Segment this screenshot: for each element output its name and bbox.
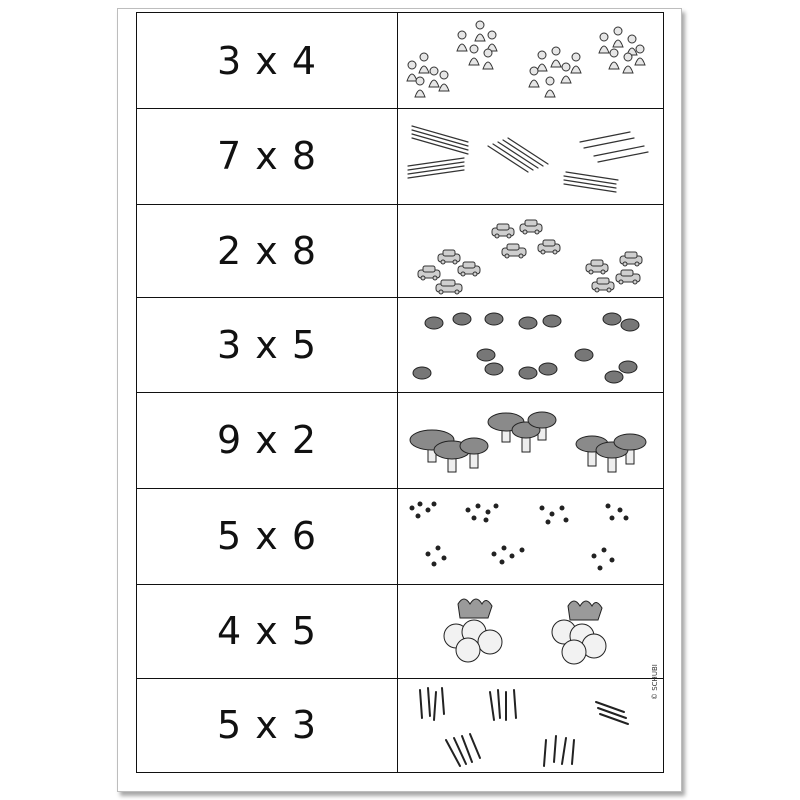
expression-cell bbox=[136, 488, 398, 584]
multiplication-expression: 5 x 3 bbox=[217, 703, 317, 747]
mushrooms-icon bbox=[398, 392, 664, 488]
card-row bbox=[136, 678, 664, 773]
copyright-label: © SCHUBI bbox=[651, 664, 659, 700]
card-row bbox=[136, 392, 664, 489]
multiplication-expression: 2 x 8 bbox=[217, 228, 317, 273]
expression-cell bbox=[136, 13, 398, 108]
picture-cell bbox=[398, 108, 664, 204]
card-row bbox=[136, 108, 664, 205]
card-row bbox=[136, 13, 664, 109]
multiplication-expression: 5 x 6 bbox=[217, 514, 317, 558]
multiplication-expression: 3 x 5 bbox=[217, 322, 317, 367]
multiplication-expression: 7 x 8 bbox=[217, 134, 317, 178]
picture-cell bbox=[398, 392, 664, 488]
flies-icon bbox=[398, 488, 664, 584]
expression-cell bbox=[136, 108, 398, 204]
multiplication-card-grid bbox=[136, 12, 664, 772]
expression-cell bbox=[136, 678, 398, 772]
expression-cell bbox=[136, 392, 398, 488]
picture-cell bbox=[398, 204, 664, 297]
card-row bbox=[136, 488, 664, 585]
picture-cell bbox=[398, 678, 664, 772]
picture-cell bbox=[398, 13, 664, 108]
pencils-icon bbox=[398, 108, 664, 204]
expression-cell bbox=[136, 297, 398, 392]
expression-cell bbox=[136, 584, 398, 678]
picture-cell bbox=[398, 584, 664, 678]
card-row bbox=[136, 584, 664, 679]
ladybugs-icon bbox=[398, 297, 664, 392]
multiplication-expression: 4 x 5 bbox=[217, 609, 317, 653]
card-row bbox=[136, 204, 664, 298]
multiplication-expression: 9 x 2 bbox=[217, 418, 317, 462]
picture-cell bbox=[398, 488, 664, 584]
nails-icon bbox=[398, 678, 664, 772]
picture-cell bbox=[398, 297, 664, 392]
card-row bbox=[136, 297, 664, 393]
cars-icon bbox=[398, 204, 664, 297]
multiplication-expression: 3 x 4 bbox=[217, 38, 317, 83]
expression-cell bbox=[136, 204, 398, 297]
game-pawns-icon bbox=[398, 13, 664, 108]
radishes-icon bbox=[398, 584, 664, 678]
